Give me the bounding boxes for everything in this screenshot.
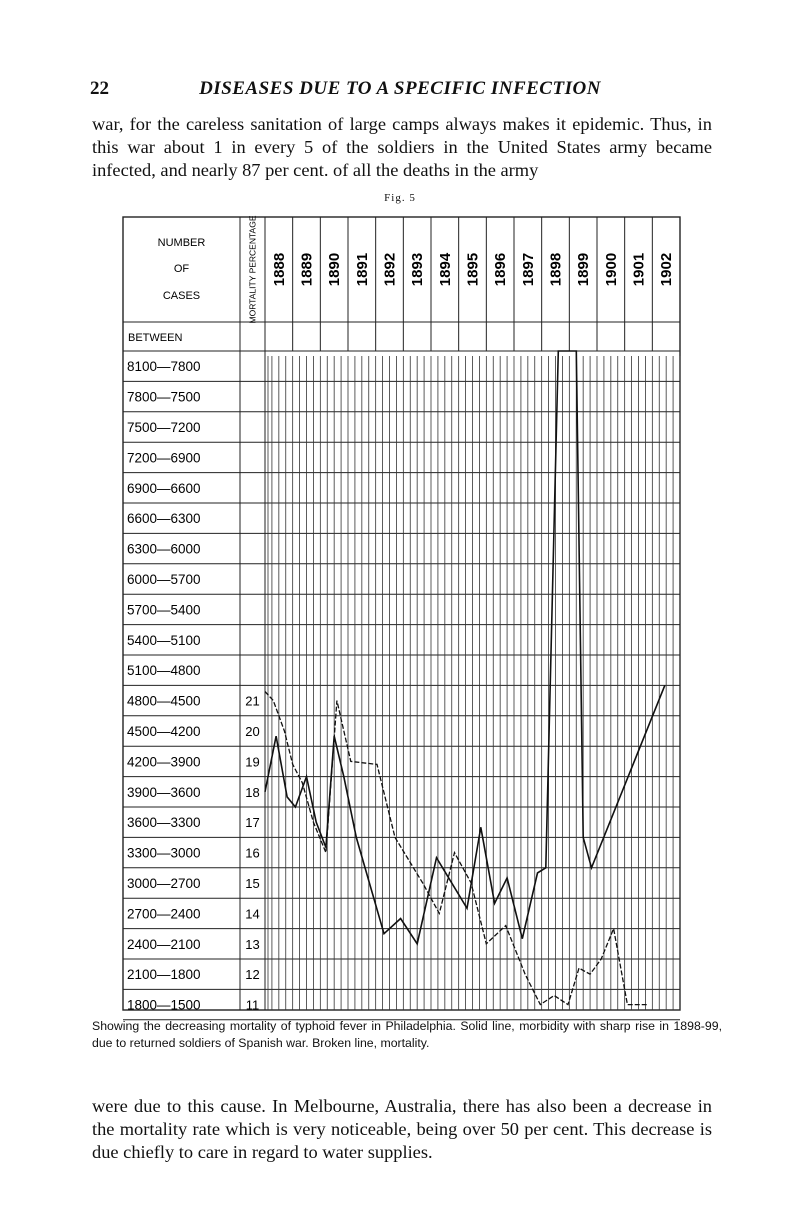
year-label: 1901	[630, 252, 648, 287]
row-label: 2700—2400	[127, 906, 201, 922]
year-label: 1894	[436, 252, 454, 287]
figure-label: Fig. 5	[384, 192, 416, 204]
paragraph-bottom: were due to this cause. In Melbourne, Australia, there has also been a decrease in the mortality rate which is very noticeable, being over 50 per cent. This decrease is due chiefly to care in regard to water supplies.	[92, 1096, 712, 1162]
mortality-label: 16	[245, 845, 260, 861]
paragraph-top: war, for the careless sanitation of large camps always makes it epidemic. Thus, in this war about 1 in every 5 of the soldiers in the United States army became infected, and nearly 87 per cent. of all the deaths in the army	[92, 114, 712, 180]
mortality-label: 12	[245, 967, 260, 983]
header-of: OF	[173, 263, 190, 275]
row-label: 5400—5100	[127, 632, 201, 648]
year-label: 1893	[409, 252, 427, 287]
header-between: BETWEEN	[128, 332, 183, 344]
row-label: 6900—6600	[127, 480, 201, 496]
row-label: 4800—4500	[127, 693, 201, 709]
row-label: 7800—7500	[127, 389, 201, 405]
row-label: 3900—3600	[127, 784, 201, 800]
year-label: 1891	[353, 252, 371, 287]
figure-caption: Showing the decreasing mortality of typhoid fever in Philadelphia. Solid line, morbidity with sharp rise in 1898-99, due to returned soldiers of Spanish war. Broken line, mortality.	[92, 1019, 722, 1050]
row-label: 2400—2100	[127, 936, 201, 952]
mortality-label: 21	[245, 693, 260, 709]
year-label: 1896	[492, 252, 510, 287]
page-header	[0, 78, 800, 118]
row-label: 5100—4800	[127, 663, 201, 679]
year-label: 1902	[658, 252, 676, 287]
chart-frame	[123, 217, 680, 1010]
mortality-label: 13	[245, 936, 260, 952]
row-label: 3600—3300	[127, 815, 201, 831]
year-label: 1897	[519, 252, 537, 287]
row-label: 6300—6000	[127, 541, 201, 557]
running-head: DISEASES DUE TO A SPECIFIC INFECTION	[199, 78, 601, 99]
mortality-label: 18	[245, 784, 260, 800]
row-label: 7200—6900	[127, 450, 201, 466]
row-label: 5700—5400	[127, 602, 201, 618]
row-label: 4200—3900	[127, 754, 201, 770]
year-label: 1900	[602, 252, 620, 287]
year-label: 1898	[547, 252, 565, 287]
header-mortality-percentage: MORTALITY PERCENTAGE	[247, 215, 258, 324]
year-label: 1888	[270, 252, 288, 287]
header-cases: CASES	[162, 290, 201, 302]
header-number: NUMBER	[157, 237, 206, 249]
row-label: 3000—2700	[127, 876, 201, 891]
row-label: 6000—5700	[127, 572, 201, 587]
mortality-label: 20	[245, 724, 260, 739]
mortality-label: 17	[245, 815, 260, 831]
row-label: 4500—4200	[127, 724, 201, 739]
row-label: 7500—7200	[127, 420, 201, 435]
morbidity-line	[265, 351, 665, 944]
mortality-label: 19	[245, 754, 260, 770]
mortality-label: 11	[245, 997, 260, 1013]
year-label: 1899	[575, 252, 593, 287]
mortality-line	[265, 692, 647, 1005]
mortality-label: 15	[245, 876, 260, 891]
row-label: 1800—1500	[127, 997, 201, 1013]
row-label: 8100—7800	[127, 359, 201, 375]
mortality-label: 14	[245, 906, 260, 922]
year-label: 1892	[381, 252, 399, 287]
row-label: 2100—1800	[127, 967, 201, 983]
row-label: 6600—6300	[127, 511, 201, 527]
year-label: 1889	[298, 252, 316, 287]
row-label: 3300—3000	[127, 845, 201, 861]
page-number: 22	[90, 78, 109, 99]
year-label: 1890	[326, 252, 344, 287]
year-label: 1895	[464, 252, 482, 287]
